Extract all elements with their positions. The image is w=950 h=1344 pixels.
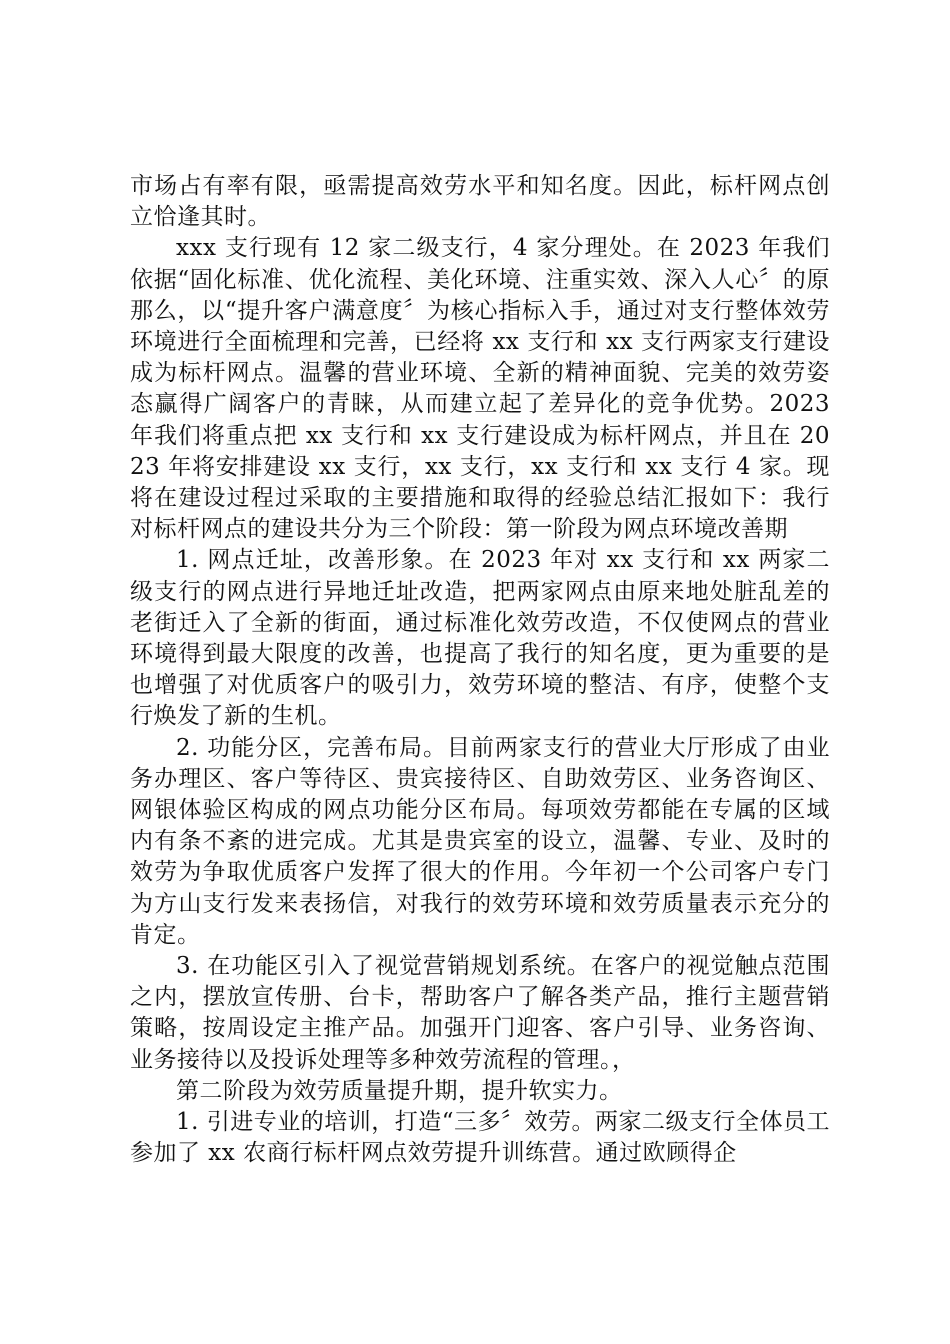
paragraph-stage-two-heading: 第二阶段为效劳质量提升期，提升软实力。 [176,1077,623,1104]
paragraph-continuation: 市场占有率有限，亟需提高效劳水平和知名度。因此，标杆网点创立恰逢其时。 [130,173,830,231]
paragraph-relocation: 1. 网点迁址，改善形象。在 2023 年对 xx 支行和 xx 两家二级支行的网点进行异地迁址改造，把两家网点由原来地处脏乱差的老街迁入了全新的街面，通过标准化效劳改造，不仅使网点的营业环境得到最大限度的改善，也提高了我行的知名度，更为重要的是也增强了对优质客户的吸引力，效劳环境的整洁、有序，使整个支行焕发了新的生机。 [130,547,830,730]
paragraph-overview: xxx 支行现有 12 家二级支行，4 家分理处。在 2023 年我们依据“固化标准、优化流程、美化环境、注重实效、深入人心〞的原那么，以“提升客户满意度〞为核心指标入手，通过对支行整体效劳环境进行全面梳理和完善，已经将 xx 支行和 xx 支行两家支行建设成为标杆网点。温馨的营业环境、全新的精神面貌、完美的效劳姿态赢得广阔客户的青睐，从而建立起了差异化的竞争优势。2023 年我们将重点把 xx 支行和 xx 支行建设成为标杆网点，并且在 2023 年将安排建设 xx 支行，xx 支行，xx 支行和 xx 支行 4 家。现将在建设过程过采取的主要措施和取得的经验总结汇报如下：我行对标杆网点的建设共分为三个阶段：第一阶段为网点环境改善期 [130,235,831,543]
paragraph-training: 1. 引进专业的培训，打造“三多〞效劳。两家二级支行全体员工参加了 xx 农商行标杆网点效劳提升训练营。通过欧顾得企 [130,1109,831,1167]
document-body [130,171,830,1170]
paragraph-visual-marketing: 3. 在功能区引入了视觉营销规划系统。在客户的视觉触点范围之内，摆放宣传册、台卡，帮助客户了解各类产品，推行主题营销策略，按周设定主推产品。加强开门迎客、客户引导、业务咨询、业务接待以及投诉处理等多种效劳流程的管理。， [130,953,830,1073]
paragraph-zoning: 2. 功能分区，完善布局。目前两家支行的营业大厅形成了由业务办理区、客户等待区、贵宾接待区、自助效劳区、业务咨询区、网银体验区构成的网点功能分区布局。每项效劳都能在专属的区域内有条不紊的进完成。尤其是贵宾室的设立，温馨、专业、及时的效劳为争取优质客户发挥了很大的作用。今年初一个公司客户专门为方山支行发来表扬信，对我行的效劳环境和效劳质量表示充分的肯定。 [130,734,830,948]
